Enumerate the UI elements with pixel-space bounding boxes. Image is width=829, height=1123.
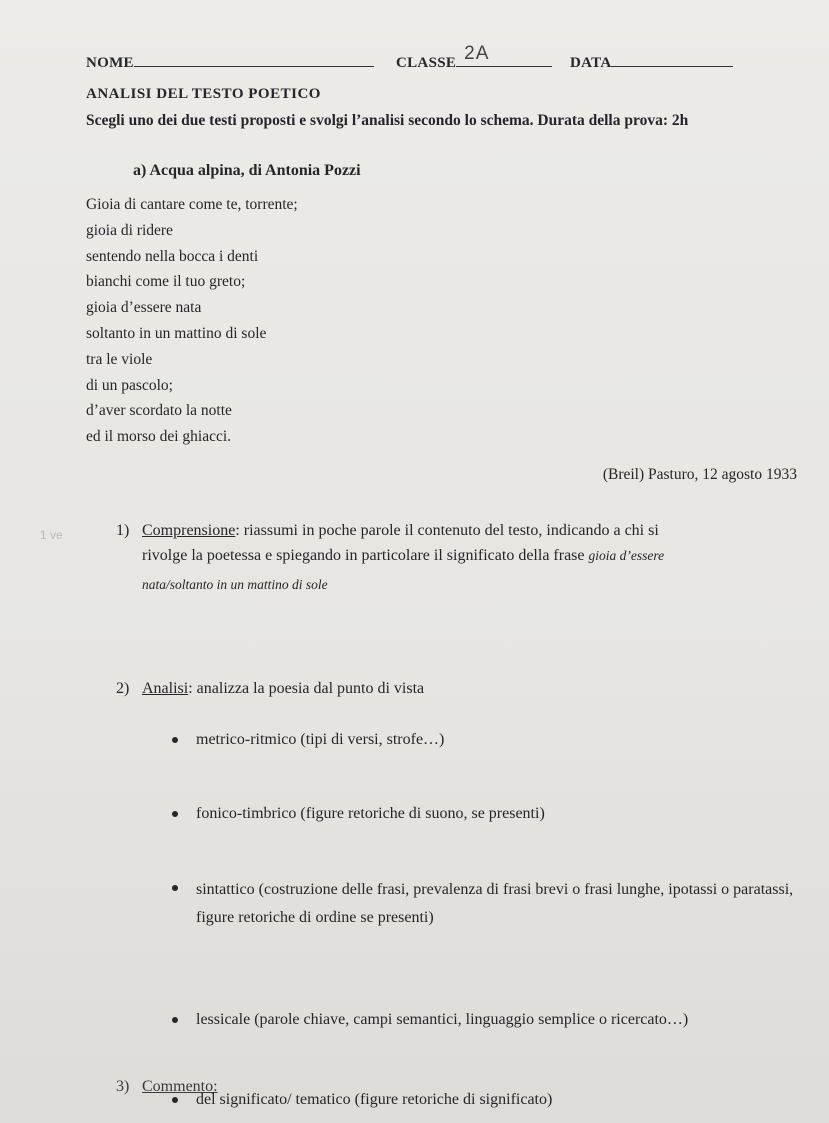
question-1 [116, 518, 796, 597]
classe-value: 2A [464, 43, 490, 64]
nome-field [86, 52, 374, 72]
question-1-number: 1) [116, 522, 130, 539]
question-1-quote-b: nata/soltanto in un mattino di sole [142, 577, 328, 592]
data-field [570, 52, 733, 72]
poem-text [86, 192, 298, 450]
question-1-label: Comprensione [142, 522, 236, 539]
nome-blank[interactable] [134, 52, 374, 67]
list-item [172, 1008, 792, 1032]
document-title: ANALISI DEL TESTO POETICO [86, 86, 321, 102]
question-3-number: 3) [116, 1078, 130, 1095]
bullet-icon [172, 885, 178, 891]
classe-field [396, 43, 552, 72]
poem-line: gioia d’essere nata [86, 299, 202, 317]
poem-heading: a) Acqua alpina, di Antonia Pozzi [133, 162, 361, 179]
poem-line: sentendo nella bocca i denti [86, 247, 259, 265]
bullet-text: metrico-ritmico (tipi di versi, strofe…) [196, 731, 445, 748]
question-2-number: 2) [116, 680, 130, 697]
bullet-icon [172, 811, 178, 817]
bullet-icon [172, 737, 178, 743]
bullet-text: fonico-timbrico (figure retoriche di suono, se presenti) [196, 805, 545, 822]
poem-line: di un pascolo; [86, 376, 173, 394]
question-1-text-2: rivolge la poetessa e spiegando in particolare il significato della frase [142, 547, 589, 564]
classe-label: CLASSE [396, 55, 457, 71]
instructions: Scegli uno dei due testi proposti e svolgi l’analisi secondo lo schema. Durata della prova: 2h [86, 112, 689, 129]
bullet-text: sintattico (costruzione delle frasi, prevalenza di frasi brevi o frasi lunghe, ipotassi o paratassi, figure retoriche di ordine se presenti) [196, 881, 794, 926]
poem-line: d’aver scordato la notte [86, 402, 232, 420]
poem-place-date: (Breil) Pasturo, 12 agosto 1933 [602, 466, 797, 483]
question-2 [116, 676, 796, 701]
data-blank[interactable] [611, 52, 733, 67]
poem-line: tra le viole [86, 350, 153, 368]
poem-line: gioia di ridere [86, 221, 173, 239]
bullet-icon [172, 1017, 178, 1023]
pencil-mark: 1 ve [40, 528, 63, 542]
poem-line: Gioia di cantare come te, torrente; [86, 196, 298, 213]
question-1-text: : riassumi in poche parole il contenuto del testo, indicando a chi si [235, 522, 659, 539]
list-item [172, 876, 806, 932]
bullet-text: lessicale (parole chiave, campi semantici, linguaggio semplice o ricercato…) [196, 1011, 689, 1028]
question-3 [116, 1074, 516, 1099]
poem-line: soltanto in un mattino di sole [86, 324, 267, 342]
bullet-text: del significato/ tematico (figure retoriche di significato) [196, 1091, 553, 1108]
list-item [172, 728, 792, 752]
nome-label: NOME [86, 55, 134, 71]
question-2-text: : analizza la poesia dal punto di vista [188, 680, 425, 697]
question-1-quote-a: gioia d’essere [588, 548, 665, 563]
data-label: DATA [570, 55, 612, 71]
classe-blank[interactable] [456, 43, 552, 67]
poem-line: ed il morso dei ghiacci. [86, 428, 232, 446]
list-item [172, 802, 792, 826]
question-1-continuation [116, 543, 796, 568]
poem-line: bianchi come il tuo greto; [86, 273, 246, 291]
header-row [86, 43, 756, 76]
question-2-label: Analisi [142, 680, 189, 697]
question-3-label: Commento: [142, 1078, 218, 1095]
